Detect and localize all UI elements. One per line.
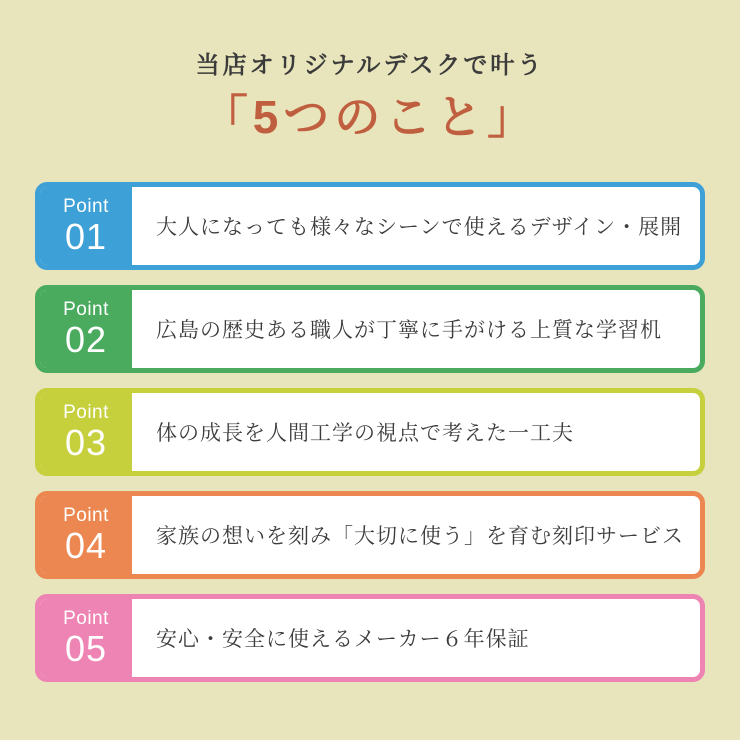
point-label <box>40 393 132 471</box>
point-card-04 <box>35 491 705 579</box>
point-text: 安心・安全に使えるメーカー６年保証 <box>156 628 530 652</box>
point-card-05 <box>35 594 705 682</box>
point-label-word: Point <box>63 196 109 218</box>
point-card-01 <box>35 182 705 270</box>
point-text: 家族の想いを刻み「大切に使う」を育む刻印サービス <box>156 525 684 549</box>
point-label-word: Point <box>63 299 109 321</box>
point-label-word: Point <box>63 402 109 424</box>
point-label-number: 02 <box>64 319 108 361</box>
banner-subtitle: 当店オリジナルデスクで叶う <box>195 52 545 79</box>
point-text: 大人になっても様々なシーンで使えるデザイン・展開 <box>156 216 683 240</box>
point-text: 体の成長を人間工学の視点で考えた一工夫 <box>156 422 574 446</box>
banner-title: 「5つのこと」 <box>201 91 539 144</box>
point-label <box>40 599 132 677</box>
point-card-03 <box>35 388 705 476</box>
point-label-number: 03 <box>64 422 108 464</box>
point-label-number: 04 <box>64 525 108 567</box>
point-label-number: 05 <box>64 628 108 670</box>
points-list <box>35 182 705 682</box>
point-label <box>40 187 132 265</box>
point-label <box>40 290 132 368</box>
point-label-number: 01 <box>64 216 108 258</box>
point-label-word: Point <box>63 608 109 630</box>
point-label-word: Point <box>63 505 109 527</box>
point-text: 広島の歴史ある職人が丁寧に手がける上質な学習机 <box>156 319 662 343</box>
point-card-02 <box>35 285 705 373</box>
point-label <box>40 496 132 574</box>
